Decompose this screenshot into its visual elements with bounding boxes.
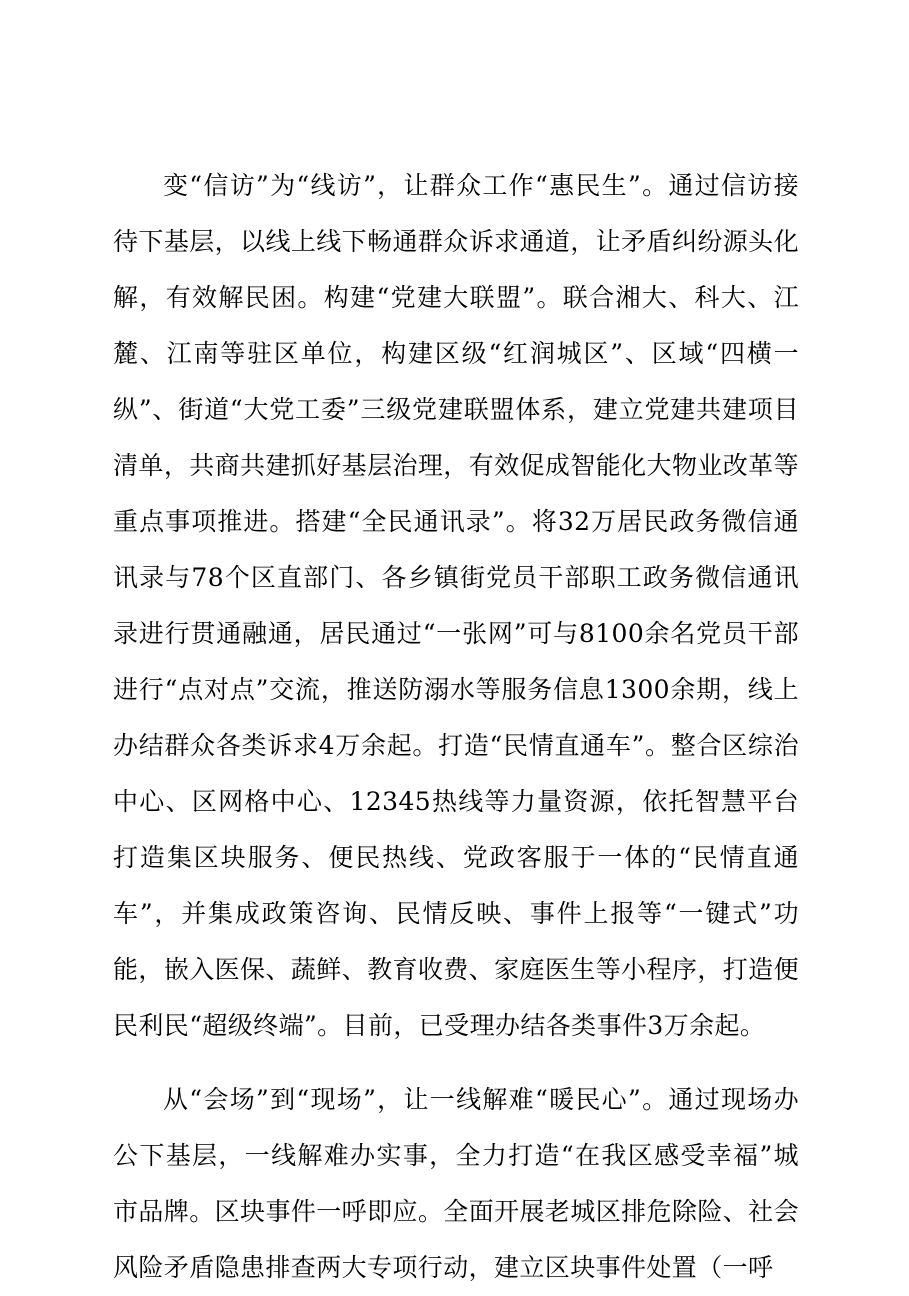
paragraph-xinfang-xianfang: 变“信访”为“线访”，让群众工作“惠民生”。通过信访接待下基层，以线上线下畅通群众诉求通道，让矛盾纠纷源头化解，有效解民困。构建“党建大联盟”。联合湘大、科大、江麓、江南等驻区单位，构建区级“红润城区”、区域“四横一纵”、街道“大党工委”三级党建联盟体系，建立党建共建项目清单，共商共建抓好基层治理，有效促成智能化大物业改革等重点事项推进。搭建“全民通讯录”。将32万居民政务微信通讯录与78个区直部门、各乡镇街党员干部职工政务微信通讯录进行贯通融通，居民通过“一张网”可与8100余名党员干部进行“点对点”交流，推送防溺水等服务信息1300余期，线上办结群众各类诉求4万余起。打造“民情直通车”。整合区综治中心、区网格中心、12345热线等力量资源，依托智慧平台打造集区块服务、便民热线、党政客服于一体的“民情直通车”，并集成政策咨询、民情反映、事件上报等“一键式”功能，嵌入医保、蔬鲜、教育收费、家庭医生等小程序，打造便民利民“超级终端”。目前，已受理办结各类事件3万余起。 (113, 171, 799, 1040)
document-page (113, 158, 799, 1296)
paragraph-huichang-xianchang: 从“会场”到“现场”，让一线解难“暖民心”。通过现场办公下基层，一线解难办实事，全力打造“在我区感受幸福”城市品牌。区块事件一呼即应。全面开展老城区排危除险、社会风险矛盾隐患排查两大专项行动，建立区块事件处置（一呼 (113, 1085, 799, 1282)
